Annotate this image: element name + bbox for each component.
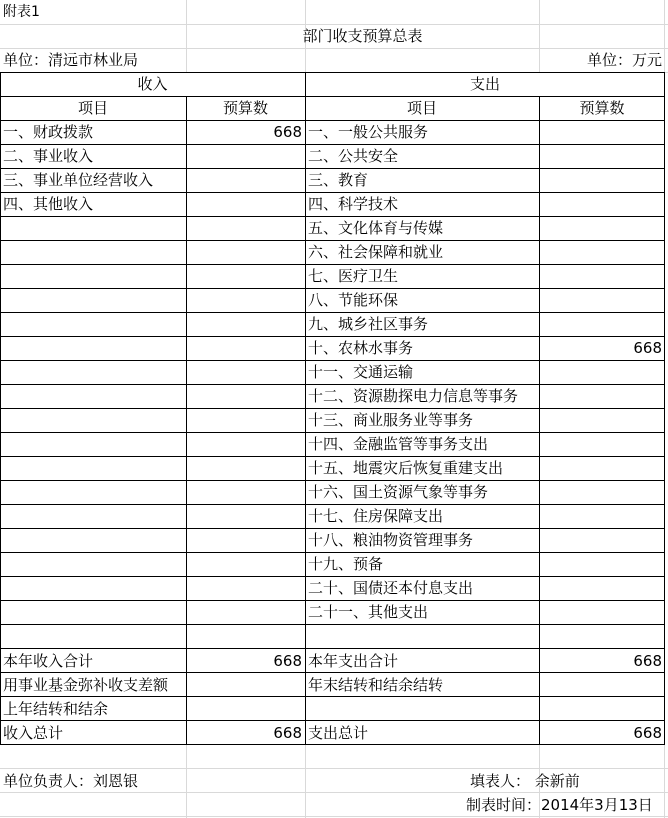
unit-money: 单位：万元	[586, 51, 662, 69]
unit-organization: 单位：清远市林业局	[3, 51, 139, 69]
expense-row-label: 二十一、其他支出	[308, 603, 429, 621]
income-row-label: 一、财政拨款	[3, 123, 94, 141]
expense-row-label: 十九、预备	[308, 555, 384, 573]
expense-row-label: 十二、资源勘探电力信息等事务	[308, 387, 519, 405]
unit-responsible: 单位负责人：刘恩银	[3, 772, 139, 790]
row-line	[0, 432, 665, 433]
row-line	[0, 192, 665, 193]
row-line	[0, 624, 665, 625]
income-year-total-label: 本年收入合计	[3, 652, 94, 670]
row-line	[0, 528, 665, 529]
expense-row-label: 五、文化体育与传媒	[308, 219, 444, 237]
row-line	[0, 384, 665, 385]
expense-row-label: 十四、金融监管等事务支出	[308, 435, 489, 453]
row-line	[0, 672, 665, 673]
row-line	[0, 504, 665, 505]
expense-row-label: 十六、国土资源气象等事务	[308, 483, 489, 501]
row-line	[0, 312, 665, 313]
row-line	[0, 720, 665, 721]
expense-year-total-value: 668	[633, 652, 662, 670]
income-row-label: 二、事业收入	[3, 147, 94, 165]
prior-carryover-label: 上年结转和结余	[3, 700, 109, 718]
row-line	[0, 240, 665, 241]
row-line	[0, 288, 665, 289]
row-line	[0, 96, 665, 97]
row-line	[0, 600, 665, 601]
expense-row-label: 十、农林水事务	[308, 339, 414, 357]
expense-row-label: 一、一般公共服务	[308, 123, 429, 141]
row-line	[0, 360, 665, 361]
expense-row-label: 七、医疗卫生	[308, 267, 399, 285]
income-row-label: 四、其他收入	[3, 195, 94, 213]
income-grand-total-label: 收入总计	[3, 724, 64, 742]
income-section-header: 收入	[137, 75, 168, 93]
preparation-date: 制表时间：2014年3月13日	[466, 796, 653, 814]
expense-section-header: 支出	[469, 75, 500, 93]
row-line	[0, 120, 665, 121]
expense-row-label: 十三、商业服务业等事务	[308, 411, 474, 429]
income-row-value: 668	[273, 123, 302, 141]
expense-budget-header: 预算数	[579, 99, 625, 117]
year-end-carryover-label: 年末结转和结余结转	[308, 676, 444, 694]
expense-row-label: 十五、地震灾后恢复重建支出	[308, 459, 504, 477]
row-line	[0, 336, 665, 337]
expense-row-label: 六、社会保障和就业	[308, 243, 444, 261]
income-row-label: 三、事业单位经营收入	[3, 171, 154, 189]
row-line	[0, 552, 665, 553]
expense-row-label: 十七、住房保障支出	[308, 507, 444, 525]
expense-row-label: 二、公共安全	[308, 147, 399, 165]
table-border-top	[0, 72, 665, 73]
expense-row-label: 二十、国债还本付息支出	[308, 579, 474, 597]
row-line	[0, 576, 665, 577]
fund-offset-label: 用事业基金弥补收支差额	[3, 676, 169, 694]
expense-row-label: 八、节能环保	[308, 291, 399, 309]
expense-row-label: 九、城乡社区事务	[308, 315, 429, 333]
expense-grand-total-label: 支出总计	[308, 724, 369, 742]
row-line	[0, 264, 665, 265]
row-line	[0, 456, 665, 457]
row-line	[0, 648, 665, 649]
form-preparer: 填表人： 余新前	[470, 772, 580, 790]
row-line	[0, 480, 665, 481]
row-line	[0, 216, 665, 217]
income-grand-total-value: 668	[273, 724, 302, 742]
table-border-bottom	[0, 744, 665, 745]
row-line	[0, 144, 665, 145]
page-title: 部门收支预算总表	[302, 27, 423, 45]
expense-row-label: 十八、粮油物资管理事务	[308, 531, 474, 549]
expense-row-label: 三、教育	[308, 171, 369, 189]
income-budget-header: 预算数	[222, 99, 268, 117]
expense-item-header: 项目	[406, 99, 437, 117]
expense-grand-total-value: 668	[633, 724, 662, 742]
income-year-total-value: 668	[273, 652, 302, 670]
expense-row-label: 十一、交通运输	[308, 363, 414, 381]
income-item-header: 项目	[77, 99, 108, 117]
expense-year-total-label: 本年支出合计	[308, 652, 399, 670]
row-line	[0, 408, 665, 409]
row-line	[0, 168, 665, 169]
row-line	[0, 696, 665, 697]
expense-row-label: 四、科学技术	[308, 195, 399, 213]
annex-label: 附表1	[3, 4, 40, 20]
expense-row-value: 668	[633, 339, 662, 357]
